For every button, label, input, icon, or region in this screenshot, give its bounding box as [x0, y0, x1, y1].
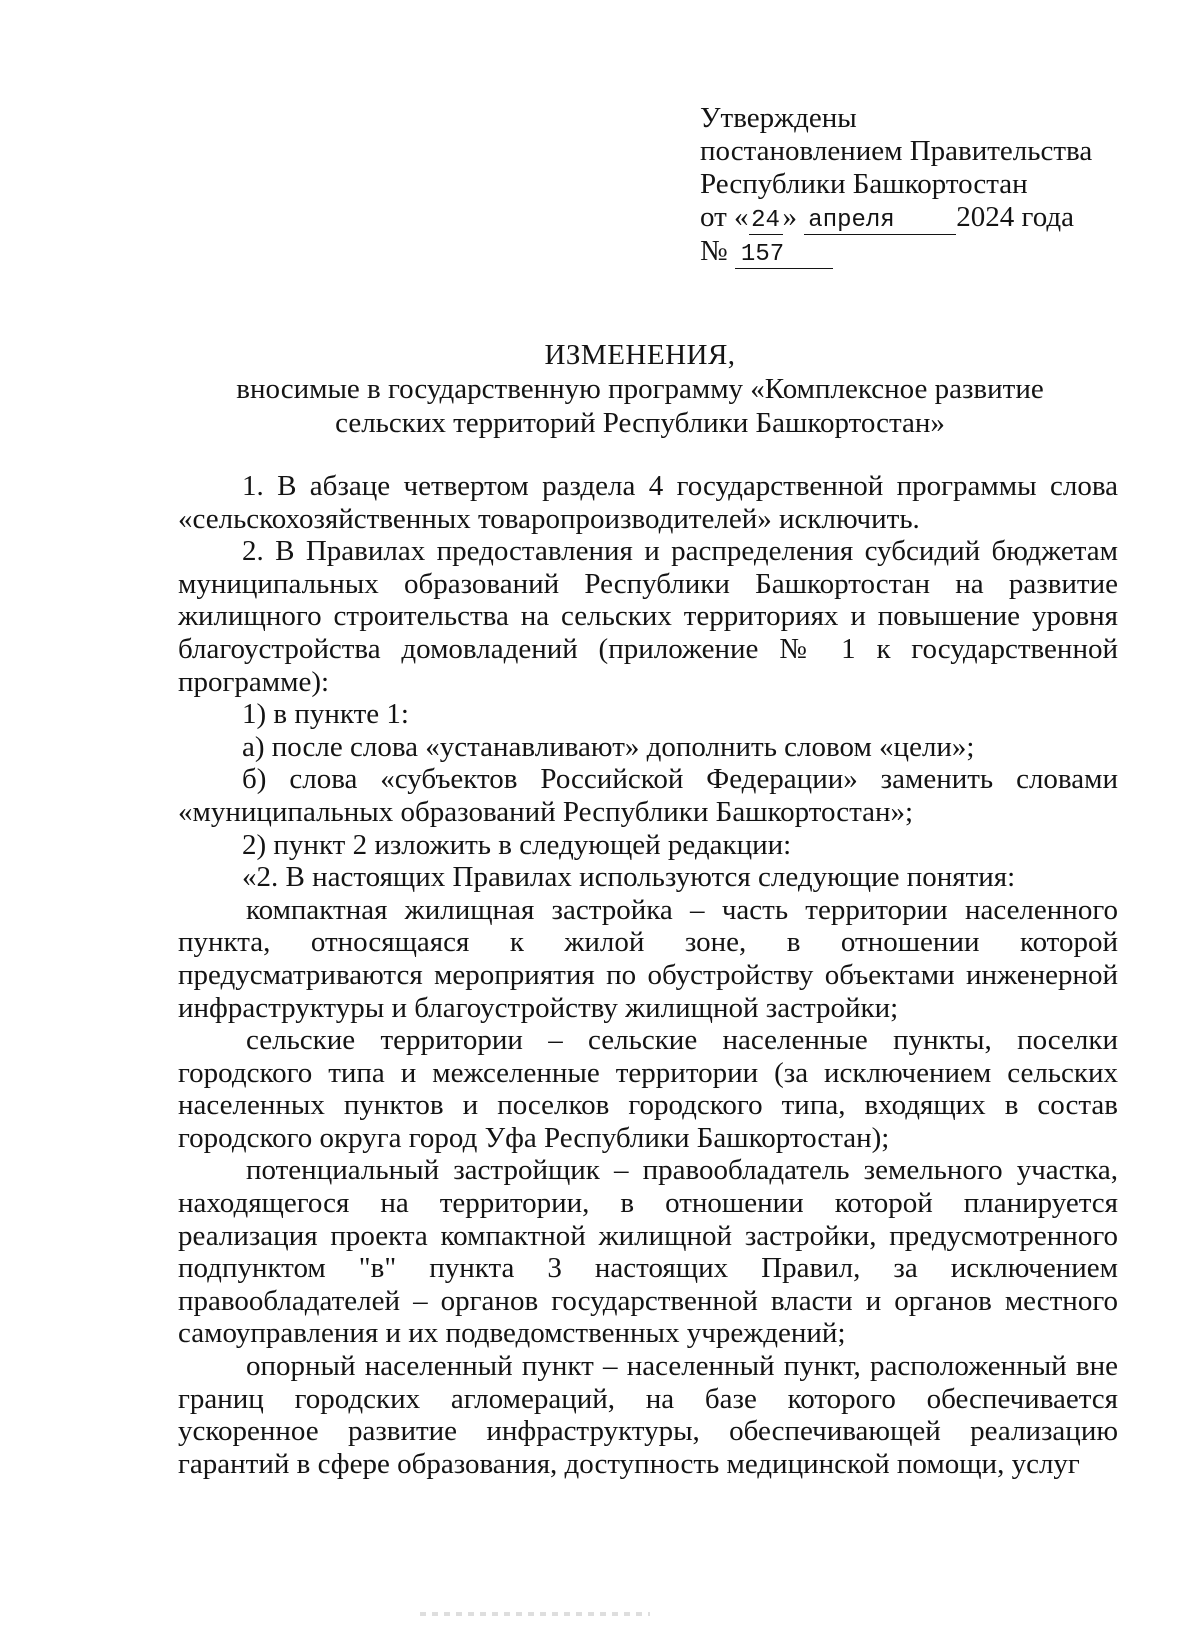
- date-month-field: апреля: [804, 208, 956, 235]
- number-prefix: №: [700, 235, 728, 267]
- scan-artifact: [420, 1612, 650, 1616]
- approval-date-line: [700, 201, 1120, 235]
- paragraph: а) после слова «устанавливают» дополнить словом «цели»;: [242, 730, 975, 763]
- date-day-field: 24: [749, 208, 783, 235]
- approval-line-1: Утверждены: [700, 102, 857, 134]
- paragraph: опорный населенный пункт – населенный пункт, расположенный вне границ городских агломераций, на базе которого обеспечивается ускоренное развитие инфраструктуры, обеспечивающей реализацию гарантий в сфере образования, доступность медицинской помощи, услуг: [178, 1350, 1118, 1480]
- paragraph: сельские территории – сельские населенные пункты, поселки городского типа и межселенные территории (за исключением сельских населенных пунктов и поселков городского типа, входящих в состав городского округа город Уфа Республики Башкортостан);: [178, 1024, 1118, 1154]
- document-title: [170, 338, 1110, 440]
- paragraph: 1. В абзаце четвертом раздела 4 государственной программы слова «сельскохозяйственных товаропроизводителей» исключить.: [178, 470, 1118, 535]
- date-year: 2024 года: [956, 201, 1075, 233]
- approval-number-line: [700, 235, 1120, 269]
- title-subtitle-2: сельских территорий Республики Башкортостан»: [335, 407, 945, 439]
- document-body: [178, 470, 1118, 1480]
- approval-block: [700, 102, 1120, 269]
- paragraph: 1) в пункте 1:: [242, 698, 409, 731]
- title-subtitle-1: вносимые в государственную программу «Комплексное развитие: [236, 373, 1044, 405]
- paragraph: б) слова «субъектов Российской Федерации» заменить словами «муниципальных образований Республики Башкортостан»;: [178, 763, 1118, 828]
- paragraph: 2) пункт 2 изложить в следующей редакции:: [242, 828, 792, 861]
- title-main: ИЗМЕНЕНИЯ,: [544, 339, 736, 371]
- date-prefix: от «: [700, 201, 749, 233]
- date-mid: »: [782, 201, 798, 233]
- paragraph: потенциальный застройщик – правообладатель земельного участка, находящегося на территории, в отношении которой планируется реализация проекта компактной жилищной застройки, предусмотренного подпунктом "в" пункта 3 настоящих Правил, за исключением правообладателей – органов государственной власти и органов местного самоуправления и их подведомственных учреждений;: [178, 1154, 1118, 1350]
- approval-line-2: постановлением Правительства: [700, 135, 1093, 167]
- approval-line-3: Республики Башкортостан: [700, 168, 1028, 200]
- paragraph: 2. В Правилах предоставления и распределения субсидий бюджетам муниципальных образований Республики Башкортостан на развитие жилищного строительства на сельских территориях и повышение уровня благоустройства домовладений (приложение № 1 к государственной программе):: [178, 535, 1118, 698]
- paragraph: компактная жилищная застройка – часть территории населенного пункта, относящаяся к жилой зоне, в отношении которой предусматриваются мероприятия по обустройству объектами инженерной инфраструктуры и благоустройству жилищной застройки;: [178, 893, 1118, 1024]
- number-field: 157: [735, 242, 833, 269]
- paragraph: «2. В настоящих Правилах используются следующие понятия:: [242, 861, 1016, 894]
